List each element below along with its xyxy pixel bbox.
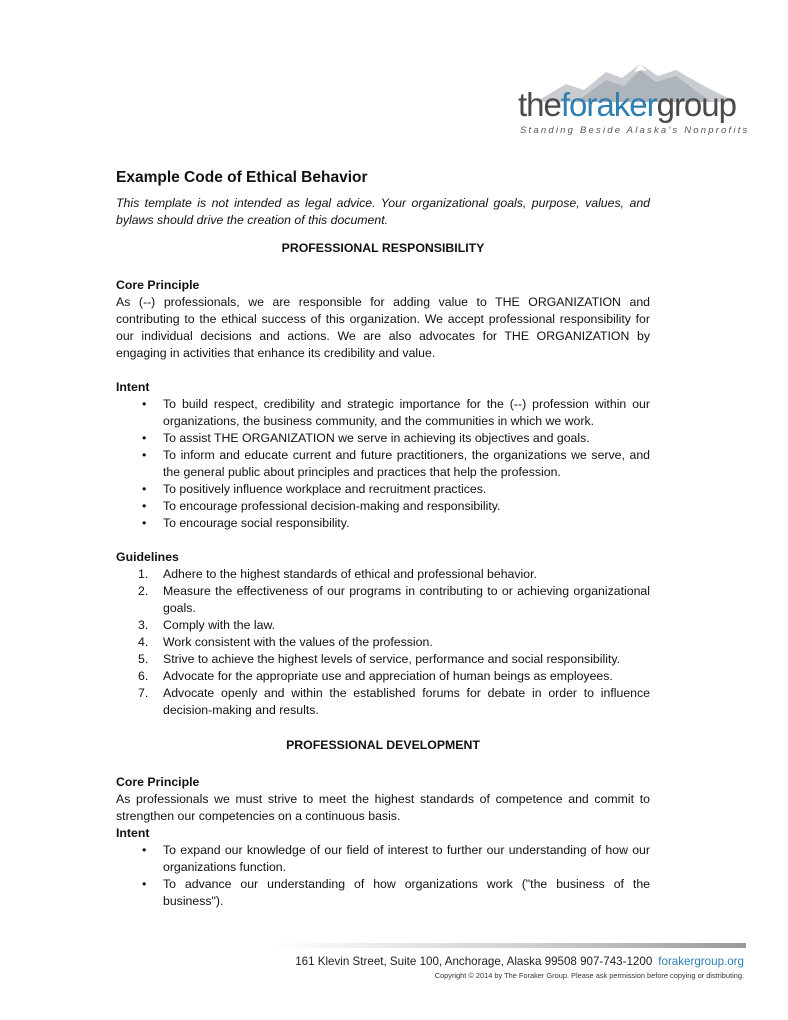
bullet-icon: •	[142, 877, 147, 891]
intent-list	[116, 842, 650, 910]
footer-address: 161 Klevin Street, Suite 100, Anchorage, Alaska 99508 907-743-1200 forakergroup.org	[295, 955, 744, 968]
footer-copyright: Copyright © 2014 by The Foraker Group. Please ask permission before copying or distributing.	[434, 971, 744, 980]
list-item: 4. Work consistent with the values of the profession.	[138, 635, 433, 649]
section-heading-development: PROFESSIONAL DEVELOPMENT	[286, 738, 480, 752]
bullet-icon: •	[142, 843, 147, 857]
disclaimer: This template is not intended as legal advice. Your organizational goals, purpose, values, and bylaws should drive the creation of this document.	[116, 196, 650, 227]
foraker-logo	[516, 62, 752, 142]
list-item: 7. Advocate openly and within the established forums for debate in order to influence decision-making and results.	[138, 686, 650, 717]
list-item: • To inform and educate current and future practitioners, the organizations we serve, and the general public about principles and practices that help the profession.	[142, 448, 650, 479]
intent-list	[116, 396, 650, 532]
document-title: Example Code of Ethical Behavior	[116, 169, 368, 186]
list-item: • To assist THE ORGANIZATION we serve in achieving its objectives and goals.	[142, 431, 590, 445]
bullet-icon: •	[142, 448, 147, 462]
section-heading-responsibility: PROFESSIONAL RESPONSIBILITY	[281, 241, 485, 255]
bullet-icon: •	[142, 397, 147, 411]
list-item: 6. Advocate for the appropriate use and appreciation of human beings as employees.	[138, 669, 613, 683]
bullet-icon: •	[142, 516, 147, 530]
list-item: 5. Strive to achieve the highest levels of service, performance and social responsibility.	[138, 652, 621, 666]
list-item: 1. Adhere to the highest standards of ethical and professional behavior.	[138, 567, 537, 581]
list-item: • To encourage professional decision-making and responsibility.	[142, 499, 501, 513]
intent-label: Intent	[116, 380, 150, 394]
core-principle-text: As (--) professionals, we are responsible for adding value to THE ORGANIZATION and contributing to the ethical success of this organization. We accept professional responsibility for our individual decisions and actions. We are also advocates for THE ORGANIZATION by engaging in activities that enhance its credibility and value.	[116, 295, 650, 360]
guidelines-list	[116, 566, 650, 719]
intent-label: Intent	[116, 826, 150, 840]
guidelines-label: Guidelines	[116, 550, 179, 564]
document-body	[116, 168, 650, 910]
list-item: 3. Comply with the law.	[138, 618, 276, 632]
core-principle-label: Core Principle	[116, 775, 200, 789]
core-principle-text: As professionals we must strive to meet the highest standards of competence and commit to strengthen our competencies on a continuous basis.	[116, 792, 650, 823]
list-item: 2. Measure the effectiveness of our programs in contributing to or achieving organizational goals.	[138, 584, 650, 615]
bullet-icon: •	[142, 482, 147, 496]
footer-divider	[272, 943, 746, 948]
logo-tagline: Standing Beside Alaska's Nonprofits	[520, 125, 750, 136]
bullet-icon: •	[142, 499, 147, 513]
list-item: • To positively influence workplace and recruitment practices.	[142, 482, 487, 496]
list-item: • To expand our knowledge of our field of interest to further our understanding of how our organizations function.	[142, 843, 650, 874]
list-item: • To advance our understanding of how organizations work ("the business of the business").	[142, 877, 650, 908]
logo-wordmark: theforakergroup	[518, 86, 736, 123]
bullet-icon: •	[142, 431, 147, 445]
list-item: • To encourage social responsibility.	[142, 516, 350, 530]
website-link[interactable]: forakergroup.org	[658, 955, 744, 968]
core-principle-label: Core Principle	[116, 278, 200, 292]
list-item: • To build respect, credibility and strategic importance for the (--) profession within our organizations, the business community, and the communities in which we work.	[142, 397, 650, 428]
